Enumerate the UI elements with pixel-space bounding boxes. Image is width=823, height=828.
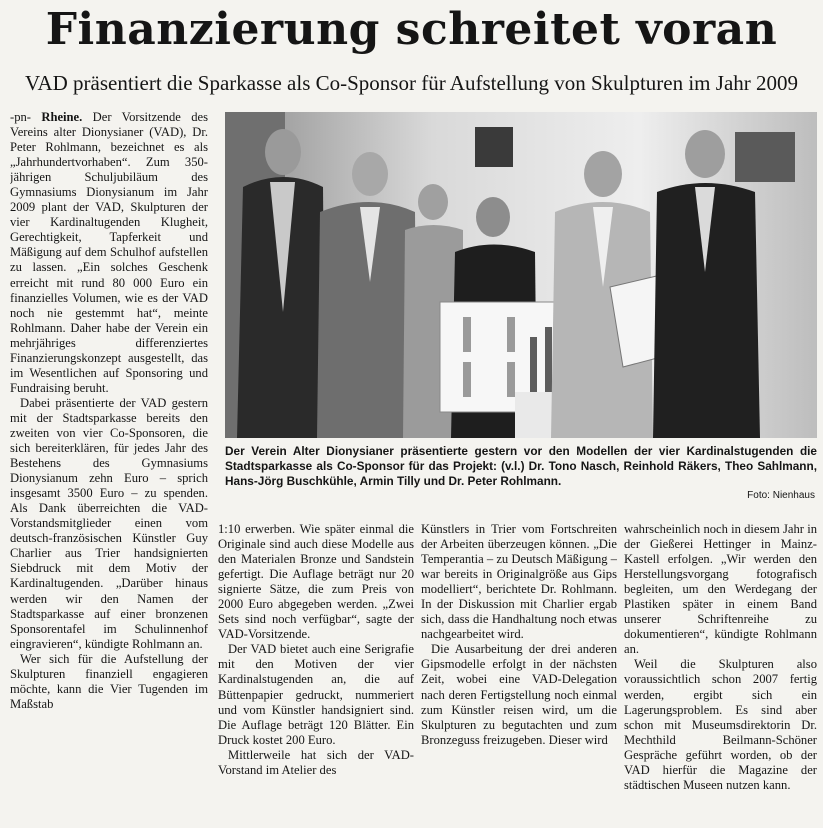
byline: -pn- bbox=[10, 110, 31, 124]
lead-paragraph bbox=[10, 110, 208, 396]
photo-credit: Foto: Nienhaus bbox=[747, 490, 815, 501]
group-photo bbox=[225, 112, 817, 438]
headline: Finanzierung schreitet voran bbox=[45, 4, 778, 55]
article-column-1 bbox=[10, 110, 208, 825]
dateline: Rheine. bbox=[41, 110, 83, 124]
subheadline: VAD präsentiert die Sparkasse als Co-Sponsor für Aufstellung von Skulpturen im Jahr 2009 bbox=[24, 71, 799, 95]
paragraph: Die Ausarbeitung der drei anderen Gipsmodelle erfolgt in der nächsten Zeit, wobei eine VAD-Delegation nach deren Fertigstellung noch einmal zum Künstler reisen wird, um die Skulpturen zu begutachten und zum Bronzeguss freizugeben. Dieser wird bbox=[421, 642, 617, 747]
paragraph: Der VAD bietet auch eine Serigrafie mit den Motiven der vier Kardinalstugenden an, die auf Büttenpapier gedruckt, nummeriert und vom Künstler handsigniert sind. Die Auflage beträgt 120 Blätter. Ein Druck kostet 200 Euro. bbox=[218, 642, 414, 747]
article-column-3 bbox=[421, 522, 617, 825]
paragraph: Der Vorsitzende des Vereins alter Dionysianer (VAD), Dr. Peter Rohlmann, bezeichnet es als „Jahrhundertvorhaben“. Zum 350-jährigen Schuljubiläum des Gymnasiums Dionysianum im Jahr 2009 plant der VAD, Skulpturen der vier Kardinaltugenden Klugheit, Gerechtigkeit, Tapferkeit und Mäßigung auf dem Schulhof aufstellen zu lassen. „Ein solches Geschenk erreicht mit rund 80 000 Euro ein finanzielles Volumen, wie es der VAD noch nie gestemmt hat“, meinte Rohlmann. Daher habe der Verein ein mehrjähriges differenziertes Finanzierungskonzept ausgestellt, das im Wesentlichen auf Sponsoring und Fundraising beruht. bbox=[10, 110, 208, 395]
paragraph: wahrscheinlich noch in diesem Jahr in der Gießerei Hettinger in Mainz-Kastell erfolgen. „Wir werden den Herstellungsvorgang fotografisch begleiten, um den Werdegang der Plastiken später in einem Band unserer Schriftenreihe zu dokumentieren“, kündigte Rohlmann an. bbox=[624, 522, 817, 657]
paragraph: Künstlers in Trier vom Fortschreiten der Arbeiten überzeugen können. „Die Temperantia – zu Deutsch Mäßigung – war bereits in Originalgröße aus Gips modelliert“, berichtete Dr. Rohlmann. In der Diskussion mit Charlier ergab sich, dass die Handhaltung noch etwas nachgearbeitet wird. bbox=[421, 522, 617, 642]
paragraph: Dabei präsentierte der VAD gestern mit der Stadtsparkasse bereits den zweiten von vier Co-Sponsoren, die sich bereiterklären, für jedes Jahr des Bestehens des Gymnasiums Dionysianum zehn Euro – sprich insgesamt 3500 Euro – zu spenden. Als Dank überreichten die VAD-Vorstandsmitglieder einen vom deutsch-französischen Künstler Guy Charlier aus Trier handsignierten Siebdruck mit dem Motiv der Kardinaltugenden. „Darüber hinaus werden wir den Namen der Stadtsparkasse auf einer bronzenen Sponsorentafel im Schulinnenhof eingravieren“, kündigte Rohlmann an. bbox=[10, 395, 208, 651]
paragraph: Weil die Skulpturen also voraussichtlich schon 2007 fertig werden, ergibt sich ein Lagerungsproblem. Es sind aber schon mit Museumsdirektorin Dr. Mechthild Beilmann-Schöner Gespräche geführt worden, ob der VAD hierfür die Magazine der städtischen Museen nutzen kann. bbox=[624, 657, 817, 792]
paragraph: 1:10 erwerben. Wie später einmal die Originale sind auch diese Modelle aus den Materialen Bronze und Sandstein gefertigt. Die Auflage beträgt nur 20 signierte Sätze, die zum Preis von 2000 Euro abgegeben werden. „Zwei Sets sind noch verfügbar“, sagte der VAD-Vorsitzende. bbox=[218, 522, 414, 642]
article-column-4 bbox=[624, 522, 817, 825]
paragraph: Wer sich für die Aufstellung der Skulpturen finanziell engagieren möchte, kann die Vier Tugenden im Maßstab bbox=[10, 651, 208, 711]
paragraph: Mittlerweile hat sich der VAD-Vorstand im Atelier des bbox=[218, 747, 414, 777]
group-photo-image bbox=[225, 112, 817, 438]
photo-caption: Der Verein Alter Dionysianer präsentierte gestern vor den Modellen der vier Kardinalstugenden die Stadtsparkasse als Co-Sponsor für das Projekt: (v.l.) Dr. Tono Nasch, Reinhold Räkers, Theo Sahlmann, Hans-Jörg Buschkühle, Armin Tilly und Dr. Peter Rohlmann. bbox=[225, 444, 817, 488]
article-column-2 bbox=[218, 522, 414, 825]
